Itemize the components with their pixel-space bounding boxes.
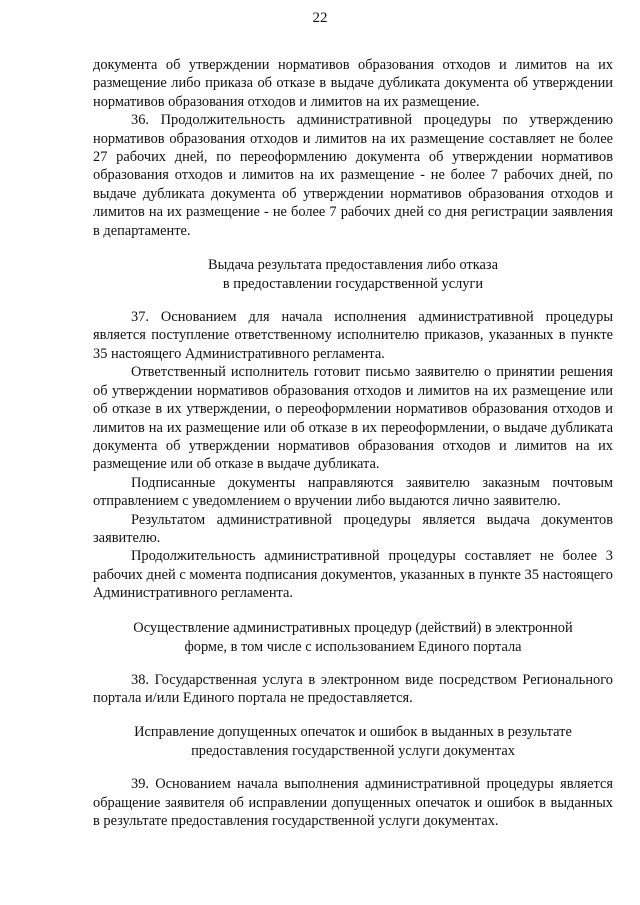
section-heading-error-correction	[93, 723, 613, 761]
paragraph-36: 36. Продолжительность административной процедуры по утверждению нормативов образования отходов и лимитов на их размещение составляет не более 27 рабочих дней, по переоформлению документа об утверждении нормативов образования отходов и лимитов на их размещение - не более 7 рабочих дней, по выдаче дубликата документа об утверждении нормативов образования отходов и лимитов на их размещение - не более 7 рабочих дней со дня регистрации заявления в департаменте.	[93, 112, 613, 239]
heading-line: в предоставлении государственной услуги	[222, 276, 484, 293]
paragraph-procedure-duration: Продолжительность административной процедуры составляет не более 3 рабочих дней с момента подписания документов, указанных в пункте 35 настоящего Административного регламента.	[93, 548, 613, 602]
paragraph-responsible-executor: Ответственный исполнитель готовит письмо заявителю о принятии решения об утверждении нормативов образования отходов и лимитов на их размещение или об отказе в их утверждении, о переоформлении нормативов образования отходов и лимитов на их размещение или об отказе в их переоформлении, о выдаче дубликата документа об утверждении нормативов образования отходов и лимитов на их размещение или об отказе в выдаче дубликата.	[93, 364, 613, 473]
paragraph-37: 37. Основанием для начала исполнения административной процедуры является поступление ответственному исполнителю приказов, указанных в пункте 35 настоящего Административного регламента.	[93, 309, 613, 362]
heading-line: Выдача результата предоставления либо отказа	[208, 257, 498, 274]
heading-line: предоставления государственной услуги документах	[191, 743, 515, 760]
paragraph-procedure-result: Результатом административной процедуры является выдача документов заявителю.	[93, 511, 613, 546]
heading-line: Осуществление административных процедур (действий) в электронной	[133, 619, 573, 636]
paragraph-39: 39. Основанием начала выполнения административной процедуры является обращение заявителя об исправлении допущенных опечаток и ошибок в выданных в результате предоставления государственной услуги документах.	[93, 776, 613, 830]
page-number: 22	[312, 10, 328, 26]
paragraph-38: 38. Государственная услуга в электронном виде посредством Регионального портала и/или Единого портала не предоставляется.	[93, 671, 613, 706]
section-heading-electronic-form	[93, 619, 613, 657]
paragraph-signed-documents: Подписанные документы направляются заявителю заказным почтовым отправлением с уведомлением о вручении либо выдаются лично заявителю.	[93, 474, 613, 510]
section-heading-result-delivery	[93, 256, 613, 294]
paragraph-continuation: документа об утверждении нормативов образования отходов и лимитов на их размещение либо приказа об отказе в выдаче дубликата документа об утверждении нормативов образования отходов и лимитов на их размещение.	[93, 57, 613, 110]
heading-line: форме, в том числе с использованием Единого портала	[184, 638, 522, 655]
document-body	[93, 56, 613, 831]
heading-line: Исправление допущенных опечаток и ошибок в выданных в результате	[134, 724, 572, 741]
